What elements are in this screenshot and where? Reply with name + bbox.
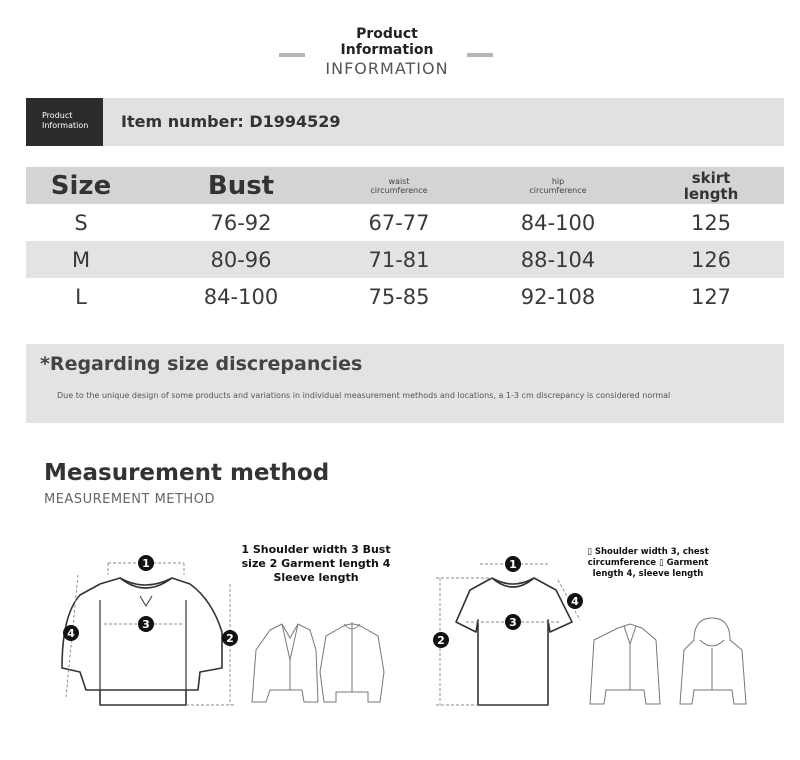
header-skirt-line1: skirt <box>691 168 731 187</box>
badge-line1: Product <box>42 111 73 120</box>
header-title-line2: Information <box>340 42 434 58</box>
cell-skirt: 125 <box>690 210 732 235</box>
marker-3 <box>505 614 521 630</box>
discrepancy-description: Due to the unique design of some products and variations in individual measurement methods and locations, a 1-3 cm discrepancy is considered normal <box>57 391 671 400</box>
svg-text:4: 4 <box>571 595 579 608</box>
cell-bust: 76-92 <box>210 210 272 235</box>
svg-text:3: 3 <box>142 618 150 631</box>
cell-size: M <box>71 247 91 272</box>
measurement-subtitle: MEASUREMENT METHOD <box>44 492 215 507</box>
cell-skirt: 127 <box>690 284 732 309</box>
cell-hip: 84-100 <box>520 210 596 235</box>
svg-text:3: 3 <box>509 616 517 629</box>
header-size: Size <box>50 170 112 201</box>
header-subtitle: INFORMATION <box>325 59 449 78</box>
svg-text:2: 2 <box>226 632 234 645</box>
item-number: Item number: D1994529 <box>121 112 341 131</box>
svg-text:4: 4 <box>67 627 75 640</box>
cell-size: L <box>75 284 87 309</box>
header-hip: hip circumference <box>529 176 587 195</box>
cell-waist: 75-85 <box>368 284 430 309</box>
hoodie-icon <box>680 618 746 704</box>
header-title-line1: Product <box>356 26 418 42</box>
cell-waist: 67-77 <box>368 210 430 235</box>
measurement-title: Measurement method <box>44 460 330 486</box>
cell-waist: 71-81 <box>368 247 430 272</box>
svg-text:1: 1 <box>142 557 150 570</box>
marker-2 <box>433 632 449 648</box>
cell-hip: 88-104 <box>520 247 596 272</box>
badge-line2: Information <box>42 121 89 130</box>
cell-hip: 92-108 <box>520 284 596 309</box>
marker-1 <box>505 556 521 572</box>
legend-long-sleeve: 1 Shoulder width 3 Bust size 2 Garment length 4 Sleeve length <box>241 543 391 584</box>
shirt-icon <box>590 624 660 704</box>
cell-size: S <box>74 210 88 235</box>
legend-short-sleeve: ▯ Shoulder width 3, chest circumference ▯ Garment length 4, sleeve length <box>587 547 709 579</box>
header-bust: Bust <box>207 170 275 201</box>
cell-skirt: 126 <box>690 247 732 272</box>
cell-bust: 84-100 <box>203 284 279 309</box>
header-skirt-line2: length <box>683 184 739 203</box>
svg-text:2: 2 <box>437 634 445 647</box>
marker-4 <box>567 593 583 609</box>
tshirt-outline-icon <box>456 578 572 705</box>
discrepancy-title: *Regarding size discrepancies <box>40 353 363 375</box>
cell-bust: 80-96 <box>210 247 272 272</box>
header-waist: waist circumference <box>370 176 428 195</box>
svg-text:1: 1 <box>509 558 517 571</box>
